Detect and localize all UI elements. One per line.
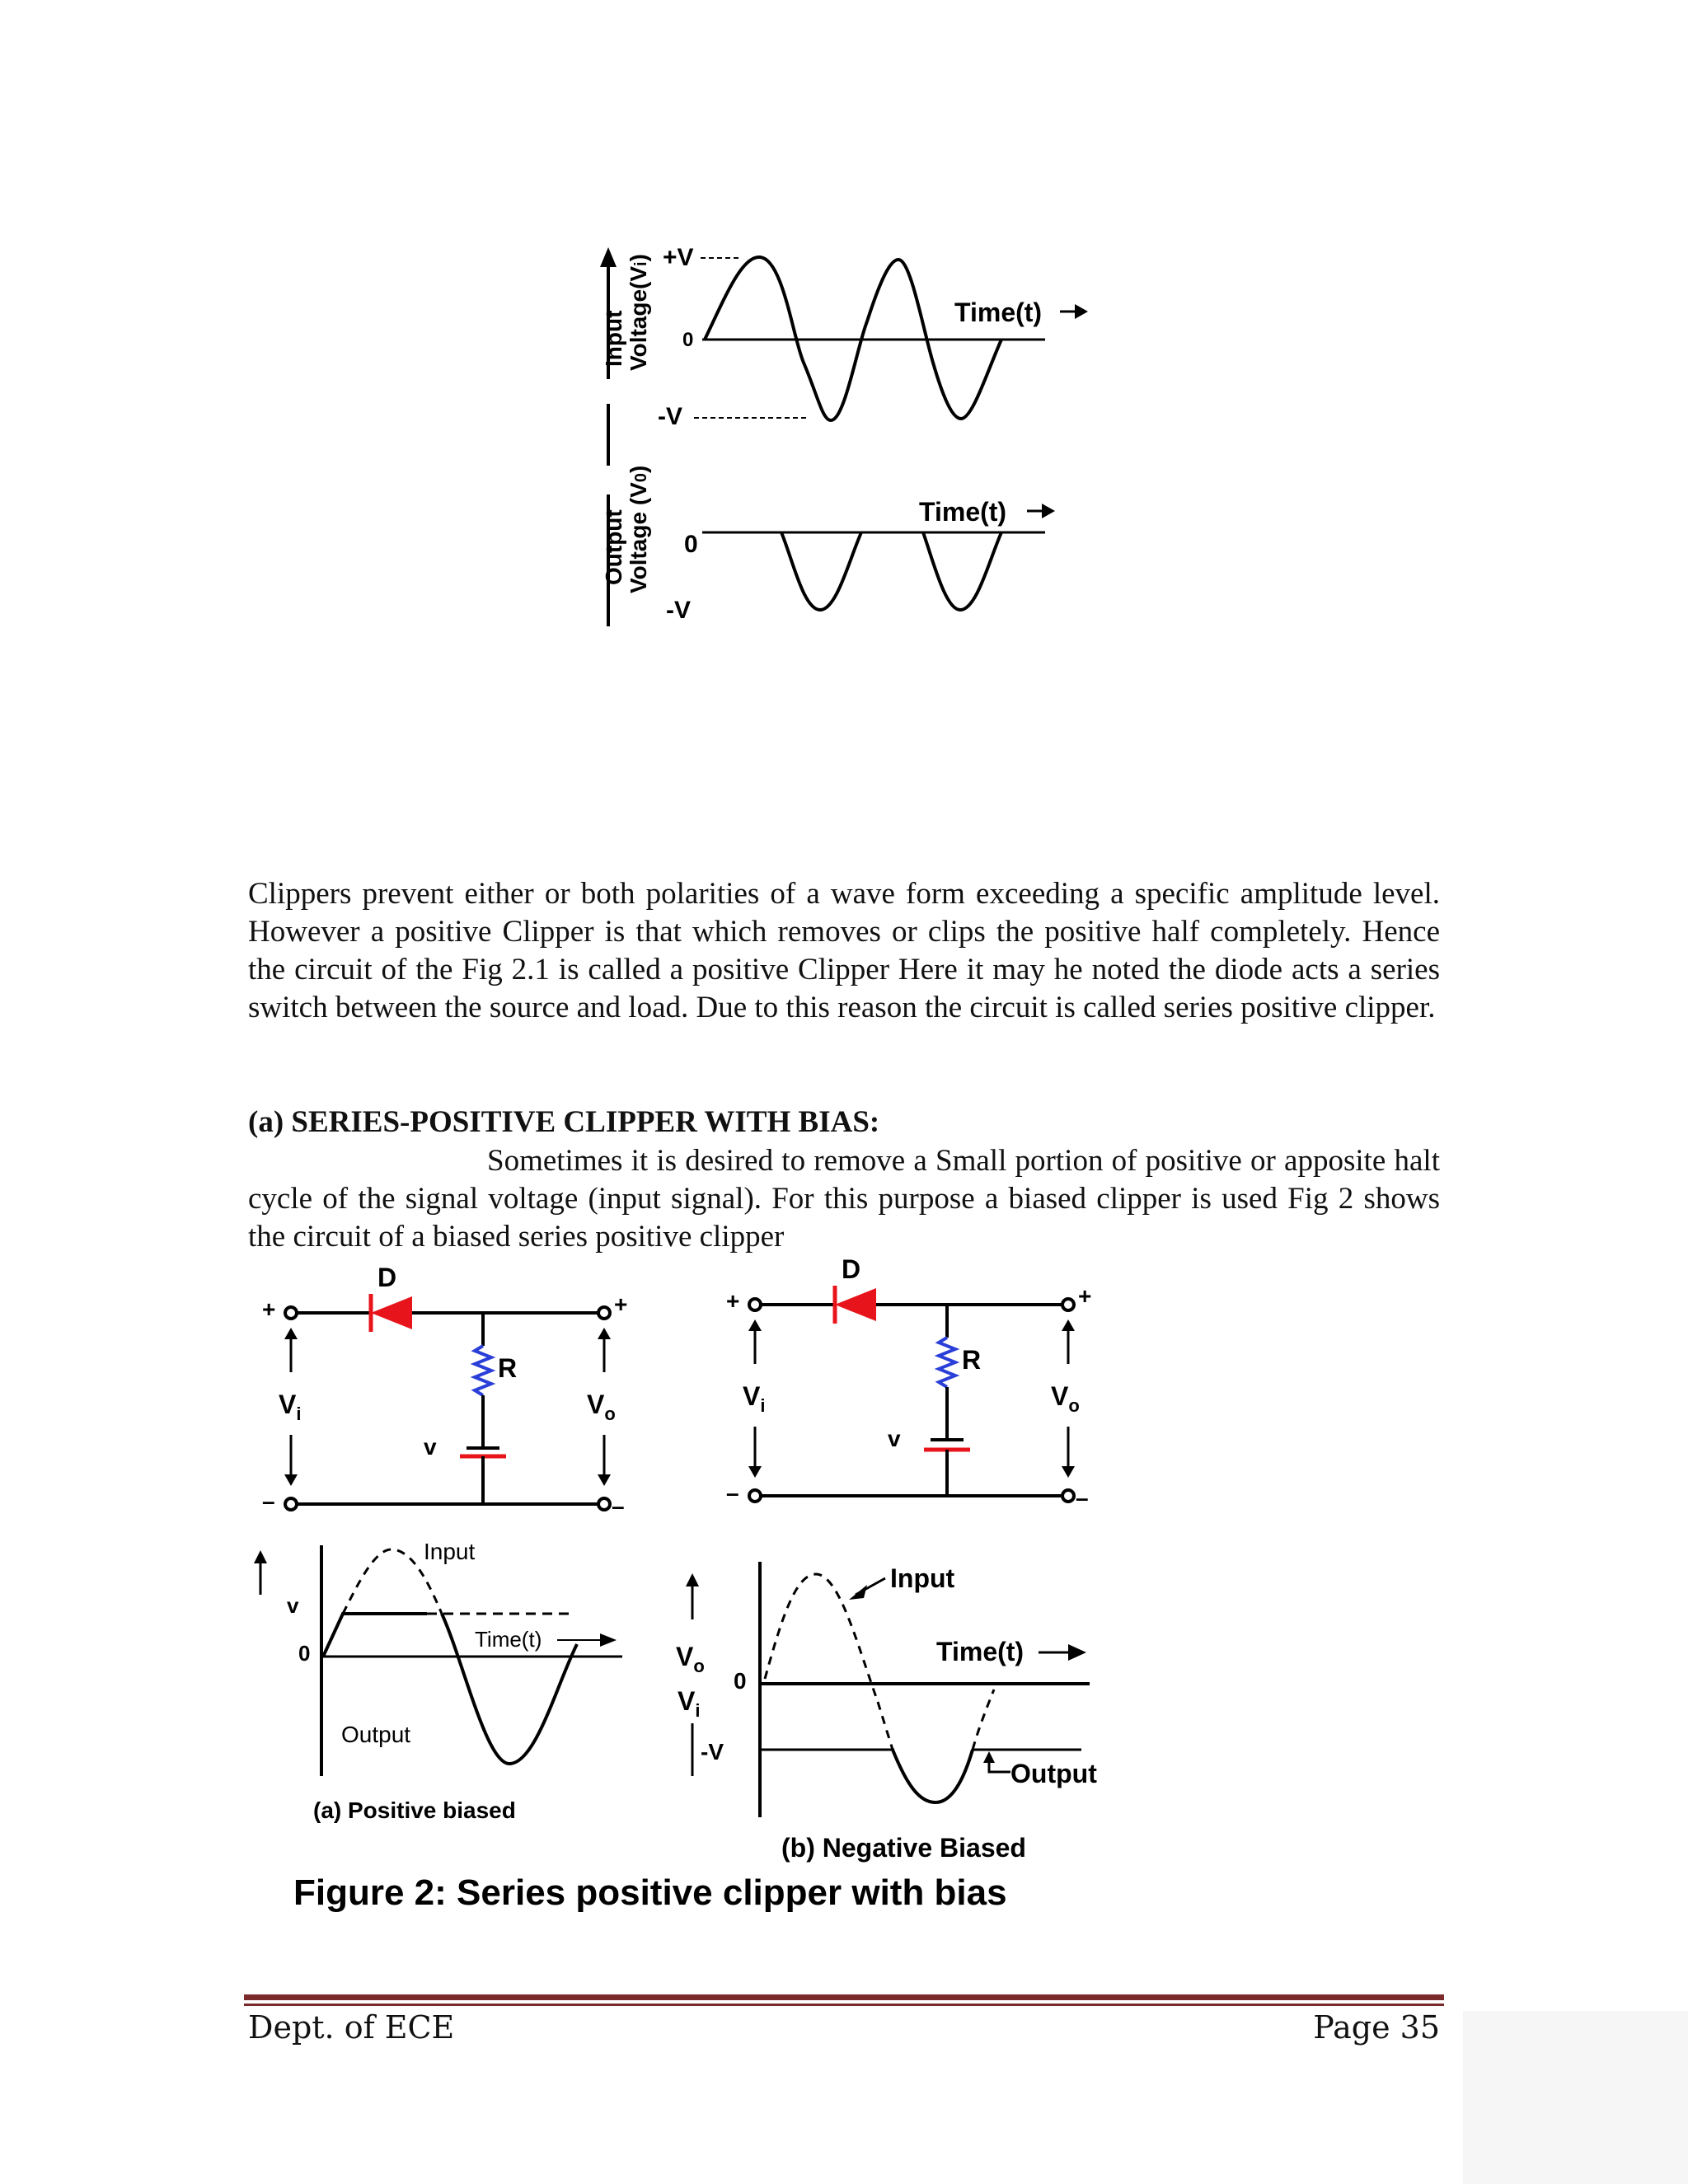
svg-text:v: v	[888, 1426, 901, 1451]
figure-1-waveforms	[577, 231, 1104, 659]
svg-text:(b) Negative Biased: (b) Negative Biased	[781, 1833, 1026, 1863]
input-voltage-label: Input	[601, 310, 626, 367]
svg-text:Vo: $V_o$	[676, 1642, 705, 1676]
graph-negative-biased	[676, 1562, 1097, 1863]
plus-v-label: +V	[663, 244, 694, 271]
svg-text:+: +	[262, 1296, 276, 1322]
graph-a-output-trace	[323, 1614, 427, 1657]
svg-text:0: 0	[734, 1668, 747, 1694]
footer-rule	[244, 1994, 1444, 2000]
output-clipped-wave-2	[923, 532, 1001, 610]
svg-text:0: 0	[298, 1641, 311, 1666]
footer-page-number: Page 35	[1313, 2009, 1440, 2046]
graph-b-output-curve	[893, 1750, 973, 1802]
figure-2-circuits	[247, 1257, 1154, 1920]
output-time-label: Time(t)	[919, 497, 1007, 527]
svg-text:+: +	[726, 1288, 740, 1314]
paragraph-clippers: Clippers prevent either or both polarities of a wave form exceeding a specific amplitude level. However a positive Clipper is that which removes or clips the positive half completely. Hence the circuit of the Fig 2.1 is called a positive Clipper Here it may he noted the diode acts a series switch between the source and load. Due to this reason the circuit is called series positive clipper.	[248, 877, 1440, 1024]
footer-department: Dept. of ECE	[248, 2009, 455, 2046]
svg-text:v: v	[424, 1434, 437, 1460]
section-heading: (a) SERIES-POSITIVE CLIPPER WITH BIAS:	[248, 1105, 880, 1139]
output-minus-v-label: -V	[666, 597, 691, 624]
svg-text:Time(t): Time(t)	[936, 1637, 1025, 1666]
svg-text:–: –	[262, 1488, 275, 1514]
svg-text:Vo: $V_o$	[1051, 1381, 1080, 1416]
minus-v-label: -V	[658, 403, 682, 430]
svg-text:Output: Output	[341, 1722, 411, 1747]
svg-text:Vi: $V_i$	[743, 1381, 766, 1416]
svg-text:Input: Input	[890, 1563, 955, 1593]
svg-text:Time(t): Time(t)	[475, 1627, 542, 1652]
paragraph-biased-clipper: Sometimes it is desired to remove a Small portion of positive or apposite halt cycle of the signal voltage (input signal). For this purpose a biased clipper is used Fig 2 shows the circuit of a biased series positive clipper	[248, 1144, 1440, 1254]
page-edge-shade	[1463, 2011, 1688, 2184]
output-clipped-wave	[781, 532, 861, 610]
circuit-b	[726, 1257, 1091, 1511]
svg-text:(a) Positive biased: (a) Positive biased	[313, 1797, 516, 1823]
output-voltage-label: Output	[601, 509, 626, 585]
input-voltage-label-2: Voltage(Vi)	[626, 254, 651, 371]
svg-text:Input: Input	[424, 1539, 476, 1564]
diode-symbol-a	[371, 1296, 412, 1329]
svg-text:+: +	[1078, 1283, 1092, 1309]
footer-rule-thin	[244, 2004, 1444, 2006]
svg-text:v: v	[287, 1593, 299, 1618]
svg-text:–: –	[1076, 1485, 1089, 1511]
svg-text:–: –	[726, 1480, 739, 1506]
svg-text:R: R	[962, 1345, 982, 1375]
graph-positive-biased	[254, 1539, 622, 1823]
svg-text:Vo: $V_o$	[587, 1390, 616, 1424]
input-time-label: Time(t)	[954, 298, 1043, 327]
output-voltage-label-2: Voltage (V0)	[626, 465, 651, 593]
resistor-symbol-b	[939, 1338, 955, 1387]
circuit-a	[262, 1263, 627, 1519]
svg-text:Vi: $V_i$	[678, 1686, 701, 1721]
svg-text:D: D	[377, 1263, 397, 1292]
svg-text:Vi: $V_i$	[279, 1390, 302, 1424]
svg-text:-V: -V	[701, 1739, 724, 1765]
resistor-symbol-a	[475, 1346, 491, 1395]
input-zero-label: 0	[682, 329, 694, 351]
svg-text:+: +	[614, 1291, 628, 1317]
output-zero-label: 0	[684, 531, 698, 558]
svg-text:R: R	[498, 1353, 518, 1383]
diode-symbol-b	[835, 1288, 876, 1321]
svg-text:D: D	[842, 1257, 861, 1284]
svg-text:–: –	[612, 1493, 625, 1519]
figure-2-title: Figure 2: Series positive clipper with bias	[293, 1872, 1007, 1913]
svg-text:Output: Output	[1010, 1759, 1097, 1788]
